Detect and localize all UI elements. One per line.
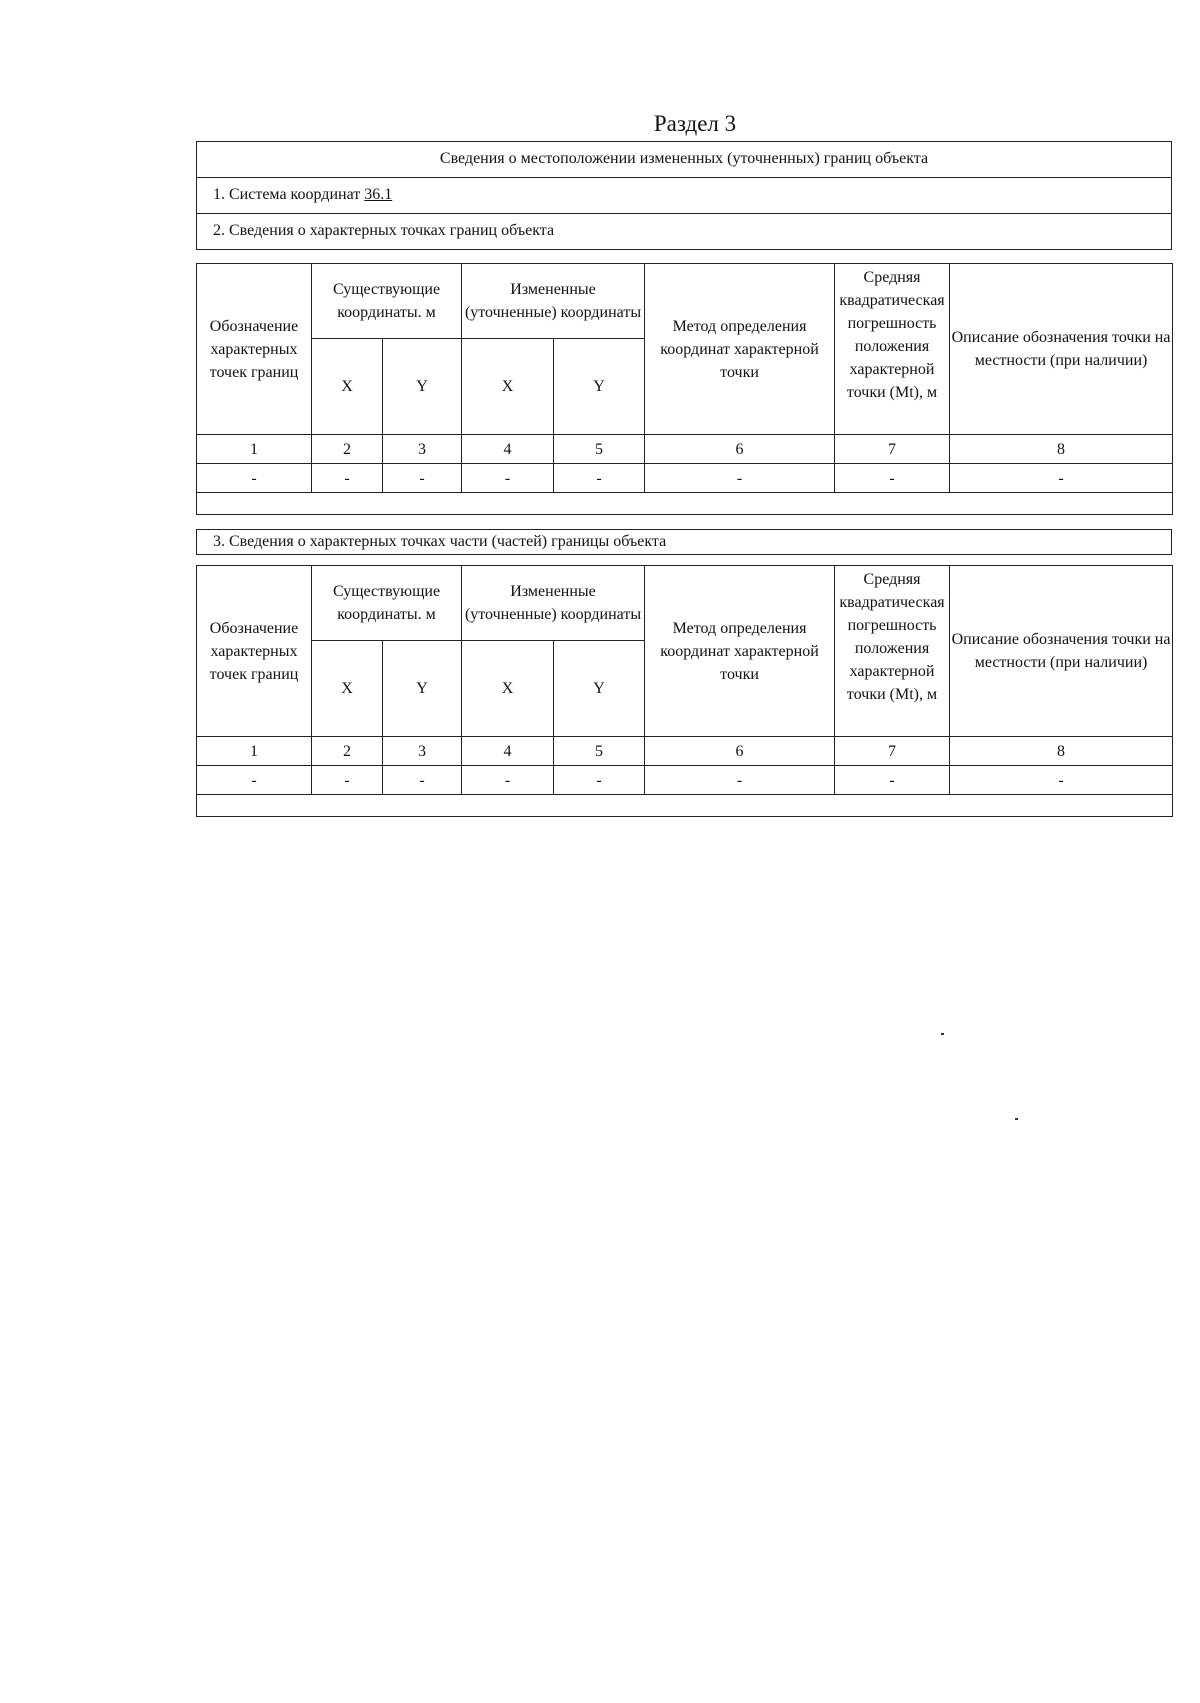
boundary-points-heading: 2. Сведения о характерных точках границ объекта [213, 222, 555, 239]
column-number: 7 [835, 435, 950, 464]
coordinate-system-value: 36.1 [364, 186, 393, 203]
header-existing-x: X [312, 641, 383, 737]
column-number: 3 [383, 435, 462, 464]
header-existing-coordinates: Существующие координаты. м [312, 566, 462, 641]
column-number: 6 [645, 435, 835, 464]
table-cell: - [197, 766, 312, 795]
table-cell: - [554, 766, 645, 795]
table-cell: - [554, 464, 645, 493]
header-changed-coordinates: Измененные (уточненные) координаты [462, 264, 645, 339]
column-number: 4 [462, 435, 554, 464]
table-cell: - [835, 464, 950, 493]
header-description: Описание обозначения точки на местности (при наличии) [950, 264, 1173, 435]
column-number: 1 [197, 737, 312, 766]
header-existing-coordinates: Существующие координаты. м [312, 264, 462, 339]
table-cell: - [835, 766, 950, 795]
column-number: 5 [554, 435, 645, 464]
boundary-points-table [196, 263, 1173, 515]
column-number: 8 [950, 737, 1173, 766]
empty-row [197, 795, 1173, 817]
part-points-table [196, 565, 1173, 817]
column-number: 2 [312, 737, 383, 766]
header-changed-x: X [462, 641, 554, 737]
table-cell: - [645, 464, 835, 493]
table-cell: - [462, 464, 554, 493]
column-number: 8 [950, 435, 1173, 464]
header-existing-x: X [312, 339, 383, 435]
table-cell: - [312, 464, 383, 493]
scan-speck [1015, 1118, 1018, 1120]
table-cell: - [950, 766, 1173, 795]
table-cell: - [312, 766, 383, 795]
table-cell: - [950, 464, 1173, 493]
column-number: 4 [462, 737, 554, 766]
empty-cell [197, 493, 1173, 515]
empty-cell [197, 795, 1173, 817]
column-number: 7 [835, 737, 950, 766]
column-number: 6 [645, 737, 835, 766]
empty-row [197, 493, 1173, 515]
column-number: 5 [554, 737, 645, 766]
column-number: 1 [197, 435, 312, 464]
header-changed-y: Y [554, 339, 645, 435]
column-number: 3 [383, 737, 462, 766]
column-number-row [197, 435, 1173, 464]
page-title: Раздел 3 [653, 111, 737, 136]
scan-speck [941, 1033, 944, 1035]
header-existing-y: Y [383, 339, 462, 435]
section-header-box [196, 141, 1172, 250]
header-changed-coordinates: Измененные (уточненные) координаты [462, 566, 645, 641]
part-points-heading: 3. Сведения о характерных точках части (частей) границы объекта [213, 533, 667, 550]
table-cell: - [383, 464, 462, 493]
coordinate-system-label: 1. Система координат [213, 186, 361, 203]
header-designation: Обозначение характерных точек границ [197, 566, 312, 737]
header-designation: Обозначение характерных точек границ [197, 264, 312, 435]
table-row [197, 766, 1173, 795]
header-changed-y: Y [554, 641, 645, 737]
header-existing-y: Y [383, 641, 462, 737]
table-cell: - [645, 766, 835, 795]
column-number-row [197, 737, 1173, 766]
coordinate-system-row [197, 178, 1171, 214]
header-description: Описание обозначения точки на местности (при наличии) [950, 566, 1173, 737]
section-heading: Сведения о местоположении измененных (уточненных) границ объекта [197, 142, 1171, 178]
header-rms-error: Средняя квадратическая погрешность положения характерной точки (Mt), м [835, 264, 950, 435]
column-number: 2 [312, 435, 383, 464]
table-cell: - [197, 464, 312, 493]
header-method: Метод определения координат характерной точки [645, 566, 835, 737]
part-points-header-box [196, 529, 1172, 555]
table-cell: - [462, 766, 554, 795]
header-rms-error: Средняя квадратическая погрешность положения характерной точки (Mt), м [835, 566, 950, 737]
header-changed-x: X [462, 339, 554, 435]
header-method: Метод определения координат характерной точки [645, 264, 835, 435]
table-cell: - [383, 766, 462, 795]
table-row [197, 464, 1173, 493]
